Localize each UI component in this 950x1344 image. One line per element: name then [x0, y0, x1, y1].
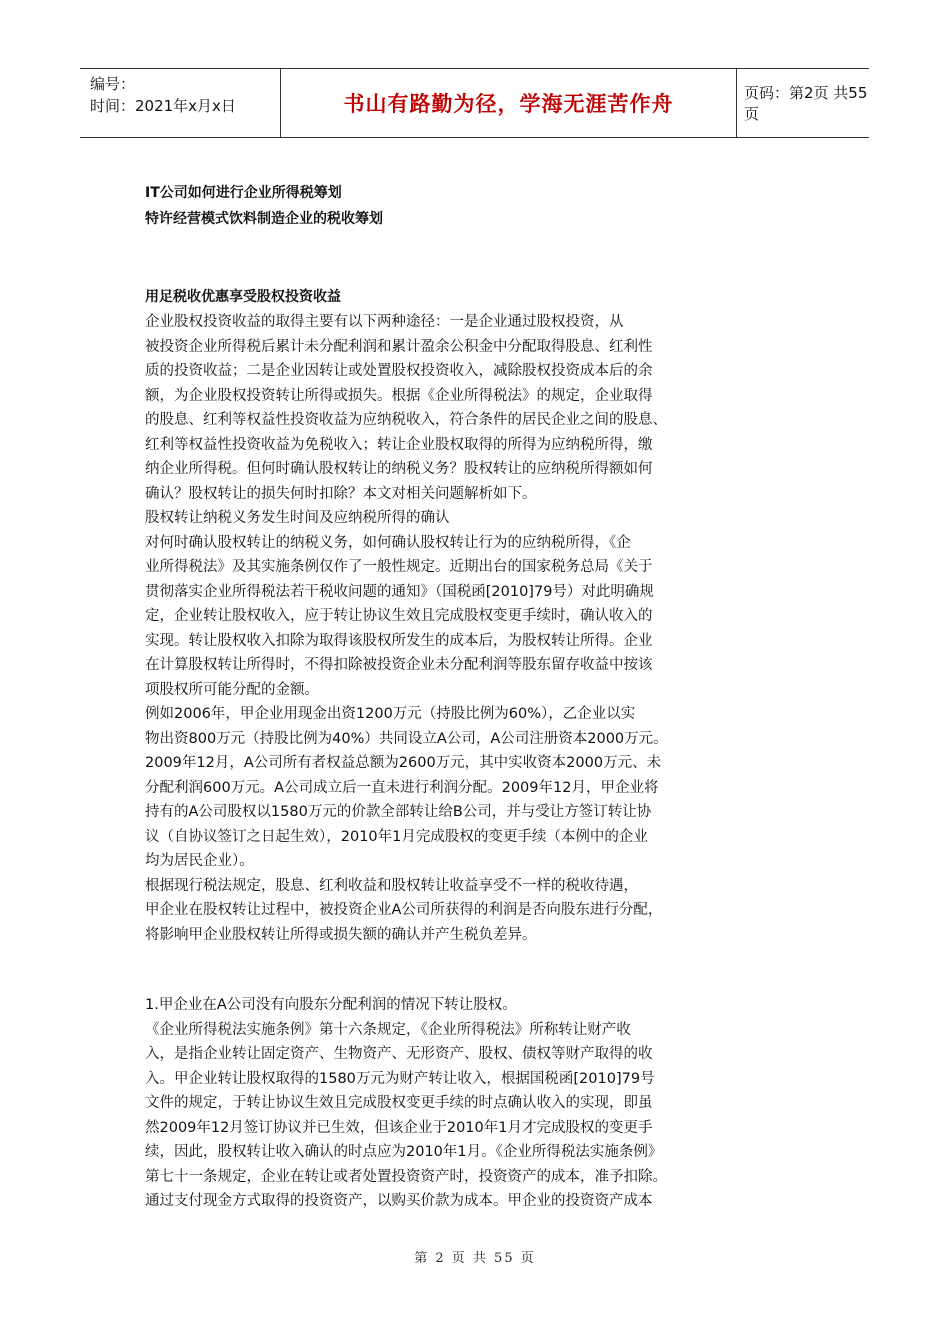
body-paragraph-1 [145, 310, 765, 947]
text-line: 红利等权益性投资收益为免税收入；转让企业股权取得的所得为应纳税所得，缴 [145, 436, 653, 453]
text-line: 企业股权投资收益的取得主要有以下两种途径：一是企业通过股权投资，从 [145, 314, 624, 330]
text-line: 然2009年12月签订协议并已生效，但该企业于2010年1月才完成股权的变更手 [145, 1119, 653, 1136]
text-line: 2009年12月，A公司所有者权益总额为2600万元，其中实收资本2000万元、未 [145, 755, 662, 771]
text-line: 物出资800万元（持股比例为40%）共同设立A公司，A公司注册资本2000万元。 [145, 730, 668, 747]
doc-title-2: 特许经营模式饮料制造企业的税收筹划 [145, 211, 383, 227]
text-line: 入，是指企业转让固定资产、生物资产、无形资产、股权、债权等财产取得的收 [145, 1046, 653, 1062]
text-line: 确认？股权转让的损失何时扣除？本文对相关问题解析如下。 [145, 485, 537, 502]
text-line: 根据现行税法规定，股息、红利收益和股权转让收益享受不一样的税收待遇， [145, 877, 638, 894]
text-line: 通过支付现金方式取得的投资资产，以购买价款为成本。甲企业的投资资产成本 [145, 1193, 653, 1209]
text-line: 实现。转让股权收入扣除为取得该股权所发生的成本后，为股权转让所得。企业 [145, 632, 653, 649]
text-line: 入。甲企业转让股权取得的1580万元为财产转让收入，根据国税函[2010]79号 [145, 1070, 655, 1087]
text-line: 业所得税法》及其实施条例仅作了一般性规定。近期出台的国家税务总局《关于 [145, 559, 653, 575]
text-line: 分配利润600万元。A公司成立后一直未进行利润分配。2009年12月，甲企业将 [145, 779, 659, 796]
text-line: 《企业所得税法实施条例》第十六条规定，《企业所得税法》所称转让财产收 [145, 1021, 631, 1038]
text-line: 贯彻落实企业所得税法若干税收问题的通知》（国税函[2010]79号）对此明确规 [145, 583, 654, 600]
text-line: 股权转让纳税义务发生时间及应纳税所得的确认 [145, 510, 450, 526]
text-line: 的股息、红利等权益性投资收益为应纳税收入，符合条件的居民企业之间的股息、 [145, 412, 667, 428]
header-meta [80, 69, 280, 137]
text-line: 1.甲企业在A公司没有向股东分配利润的情况下转让股权。 [145, 997, 517, 1013]
text-line: 额，为企业股权投资转让所得或损失。根据《企业所得税法》的规定，企业取得 [145, 387, 653, 404]
text-line: 续，因此，股权转让收入确认的时点应为2010年1月。《企业所得税法实施条例》 [145, 1144, 663, 1160]
text-line: 纳企业所得税。但何时确认股权转让的纳税义务？股权转让的应纳税所得额如何 [145, 461, 653, 477]
text-line: 项股权所可能分配的金额。 [145, 681, 319, 698]
text-line: 例如2006年，甲企业用现金出资1200万元（持股比例为60%），乙企业以实 [145, 706, 636, 722]
header-motto: 书山有路勤为径，学海无涯苦作舟 [343, 92, 674, 116]
text-line: 文件的规定，于转让协议生效且完成股权变更手续的时点确认收入的实现，即虽 [145, 1095, 653, 1111]
text-line: 均为居民企业）。 [145, 853, 254, 869]
page-header [80, 68, 869, 138]
document-date-label: 时间：2021年x月x日 [90, 97, 236, 115]
text-line: 第七十一条规定，企业在转让或者处置投资资产时，投资资产的成本，准予扣除。 [145, 1168, 667, 1185]
page-footer: 第 2 页 共 55 页 [414, 1251, 536, 1266]
document-number-label: 编号： [90, 75, 136, 93]
section-title: 用足税收优惠享受股权投资收益 [145, 289, 341, 305]
header-page-info [736, 69, 869, 137]
document-body [145, 180, 765, 1214]
text-line: 对何时确认股权转让的纳税义务，如何确认股权转让行为的应纳税所得，《企 [145, 534, 631, 551]
header-motto-cell [280, 69, 737, 137]
text-line: 质的投资收益；二是企业因转让或处置股权投资收入，减除股权投资成本后的余 [145, 363, 653, 379]
text-line: 定，企业转让股权收入，应于转让协议生效且完成股权变更手续时，确认收入的 [145, 608, 653, 624]
text-line: 将影响甲企业股权转让所得或损失额的确认并产生税负差异。 [145, 926, 537, 943]
text-line: 议（自协议签订之日起生效），2010年1月完成股权的变更手续（本例中的企业 [145, 828, 648, 845]
doc-title-1: IT公司如何进行企业所得税筹划 [145, 185, 342, 201]
text-line: 持有的A公司股权以1580万元的价款全部转让给B公司，并与受让方签订转让协 [145, 804, 652, 820]
page-info-text: 页码：第2页 共55页 [744, 84, 868, 123]
text-line: 在计算股权转让所得时，不得扣除被投资企业未分配利润等股东留存收益中按该 [145, 657, 653, 673]
text-line: 被投资企业所得税后累计未分配利润和累计盈余公积金中分配取得股息、红利性 [145, 338, 653, 355]
text-line: 甲企业在股权转让过程中，被投资企业A公司所获得的利润是否向股东进行分配， [145, 902, 663, 918]
body-paragraph-2 [145, 993, 765, 1214]
